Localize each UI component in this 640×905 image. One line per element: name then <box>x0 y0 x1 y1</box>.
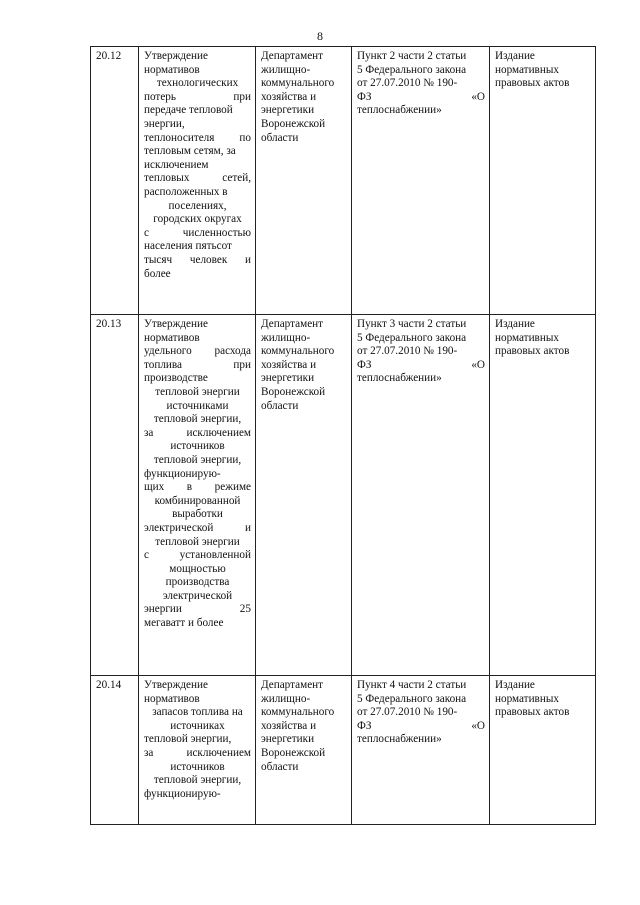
legal-basis-line: от 27.07.2010 № 190- <box>357 706 458 719</box>
department-line: хозяйства и <box>261 719 317 732</box>
power-name-line: производства <box>165 576 230 589</box>
department-line: области <box>261 760 299 773</box>
department-line: хозяйства и <box>261 90 317 103</box>
legal-basis-line: ФЗ «О <box>357 90 485 103</box>
department-line: Департамент <box>261 318 324 330</box>
implementation-form-line: Издание <box>495 50 535 62</box>
item-number-cell: 20.14 <box>91 676 139 825</box>
power-name-line: тепловых сетей, <box>144 172 251 185</box>
legal-basis-line: Пункт 3 части 2 статьи <box>357 318 467 330</box>
power-name-line: тысяч человек и <box>144 253 251 266</box>
power-name-line: энергии, <box>144 117 185 130</box>
power-name-line: комбинированной <box>154 494 241 507</box>
power-name-line: мощностью <box>169 562 226 575</box>
implementation-form-cell <box>490 47 596 315</box>
implementation-form-line: нормативных <box>495 692 559 705</box>
power-name-line: тепловой энергии, <box>153 453 242 466</box>
legal-basis-line: 5 Федерального закона <box>357 331 467 344</box>
department-line: жилищно- <box>261 692 311 705</box>
legal-basis-line: от 27.07.2010 № 190- <box>357 77 458 90</box>
power-name-line: тепловой энергии <box>155 385 240 398</box>
power-name-line: Утверждение <box>144 318 208 330</box>
department-line: Департамент <box>261 50 324 62</box>
power-name-line: выработки <box>172 508 223 521</box>
power-name-line: с установленной <box>144 549 251 562</box>
department-line: Воронежской <box>261 746 326 759</box>
department-cell <box>256 676 352 825</box>
power-name-cell <box>139 676 256 825</box>
department-line: коммунального <box>261 77 335 90</box>
item-number-cell: 20.13 <box>91 315 139 676</box>
legal-basis-line: теплоснабжении» <box>357 104 442 117</box>
power-name-line: источниках <box>170 719 225 732</box>
powers-table <box>90 46 596 825</box>
power-name-line: тепловым сетям, за <box>144 145 236 158</box>
power-name-line: источниками <box>166 399 229 412</box>
department-line: энергетики <box>261 733 315 746</box>
power-name-line: более <box>144 267 171 280</box>
implementation-form-line: правовых актов <box>495 77 570 90</box>
implementation-form-line: нормативных <box>495 63 559 76</box>
department-line: энергетики <box>261 104 315 117</box>
legal-basis-line: от 27.07.2010 № 190- <box>357 345 458 358</box>
legal-basis-line: 5 Федерального закона <box>357 692 467 705</box>
legal-basis-line: теплоснабжении» <box>357 372 442 385</box>
power-name-line: нормативов <box>144 692 200 705</box>
department-line: области <box>261 399 299 412</box>
power-name-line: щих в режиме <box>144 481 251 494</box>
department-line: жилищно- <box>261 63 311 76</box>
legal-basis-line: теплоснабжении» <box>357 733 442 746</box>
power-name-line: поселениях, <box>168 199 227 212</box>
power-name-cell <box>139 315 256 676</box>
power-name-line: удельного расхода <box>144 345 251 358</box>
power-name-line: нормативов <box>144 63 200 76</box>
page-number: 8 <box>317 29 323 43</box>
power-name-line: электрической <box>162 589 233 602</box>
implementation-form-line: правовых актов <box>495 345 570 358</box>
implementation-form-cell <box>490 676 596 825</box>
department-line: Департамент <box>261 679 324 691</box>
power-name-line: источников <box>170 760 225 773</box>
power-name-line: расположенных в <box>144 185 228 198</box>
power-name-line: исключением <box>144 158 209 171</box>
implementation-form-line: Издание <box>495 318 535 330</box>
power-name-line: тепловой энергии, <box>144 733 232 746</box>
implementation-form-line: нормативных <box>495 331 559 344</box>
implementation-form-line: Издание <box>495 679 535 691</box>
legal-basis-line: Пункт 4 части 2 статьи <box>357 679 467 691</box>
power-name-line: технологических <box>156 77 239 90</box>
department-line: коммунального <box>261 706 335 719</box>
power-name-cell <box>139 47 256 315</box>
power-name-line: запасов топлива на <box>152 706 243 719</box>
power-name-line: функционирую- <box>144 467 221 480</box>
legal-basis-cell <box>352 315 490 676</box>
table-row <box>91 47 596 315</box>
power-name-line: тепловой энергии <box>155 535 240 548</box>
department-line: энергетики <box>261 372 315 385</box>
department-cell <box>256 47 352 315</box>
legal-basis-cell <box>352 47 490 315</box>
power-name-line: передаче тепловой <box>144 104 233 117</box>
power-name-line: производстве <box>144 372 208 385</box>
department-line: области <box>261 131 299 144</box>
table-row <box>91 315 596 676</box>
power-name-line: городских округах <box>153 213 242 226</box>
implementation-form-line: правовых актов <box>495 706 570 719</box>
legal-basis-cell <box>352 676 490 825</box>
power-name-line: потерь при <box>144 90 251 103</box>
power-name-line: за исключением <box>144 426 251 439</box>
department-line: хозяйства и <box>261 358 317 371</box>
power-name-line: энергии 25 <box>144 603 251 616</box>
power-name-line: с численностью <box>144 226 251 239</box>
legal-basis-line: ФЗ «О <box>357 358 485 371</box>
power-name-line: населения пятьсот <box>144 240 232 253</box>
item-number-cell: 20.12 <box>91 47 139 315</box>
power-name-line: тепловой энергии, <box>153 413 242 426</box>
power-name-line: мегаватт и более <box>144 617 224 630</box>
power-name-line: тепловой энергии, <box>153 774 242 787</box>
department-line: коммунального <box>261 345 335 358</box>
power-name-line: топлива при <box>144 358 251 371</box>
department-cell <box>256 315 352 676</box>
power-name-line: электрической и <box>144 521 251 534</box>
power-name-line: Утверждение <box>144 679 208 691</box>
implementation-form-cell <box>490 315 596 676</box>
department-line: Воронежской <box>261 117 326 130</box>
power-name-line: Утверждение <box>144 50 208 62</box>
power-name-line: функционирую- <box>144 787 221 800</box>
power-name-line: теплоносителя по <box>144 131 251 144</box>
table-row <box>91 676 596 825</box>
power-name-line: источников <box>170 440 225 453</box>
legal-basis-line: Пункт 2 части 2 статьи <box>357 50 467 62</box>
department-line: Воронежской <box>261 385 326 398</box>
department-line: жилищно- <box>261 331 311 344</box>
power-name-line: нормативов <box>144 331 200 344</box>
power-name-line: за исключением <box>144 746 251 759</box>
legal-basis-line: ФЗ «О <box>357 719 485 732</box>
legal-basis-line: 5 Федерального закона <box>357 63 467 76</box>
